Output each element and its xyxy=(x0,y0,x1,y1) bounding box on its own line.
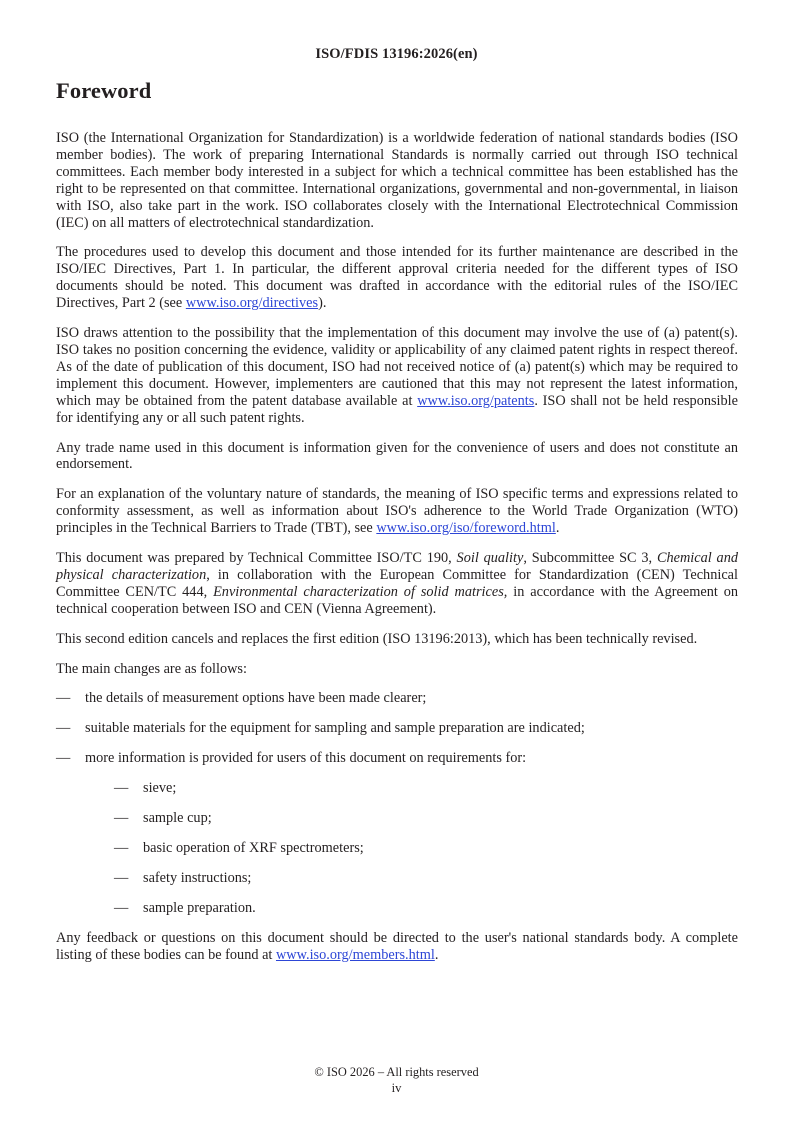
list-item xyxy=(114,810,738,827)
running-header: ISO/FDIS 13196:2026(en) xyxy=(315,46,478,62)
dash-marker-icon: — xyxy=(114,840,129,856)
list-item xyxy=(114,780,738,797)
committee-title-soil-quality: Soil quality xyxy=(456,550,524,567)
paragraph-main-changes-intro: The main changes are as follows: xyxy=(56,660,247,677)
paragraph-patents xyxy=(56,325,738,426)
committee-title-environmental: Environmental characterization of solid matrices, xyxy=(213,583,508,600)
paragraph-procedures-text-after: ). xyxy=(318,295,327,312)
paragraph-voluntary-text-after: . xyxy=(555,520,560,537)
dash-marker-icon: — xyxy=(114,780,129,797)
list-item-label: sample cup; xyxy=(143,810,212,827)
committee-segment-3: , in collaboration with the European Committee for Standardization (CEN) Technical Committee CEN/TC 444, xyxy=(56,566,738,600)
list-item xyxy=(56,690,738,707)
paragraph-iso-federation: ISO (the International Organization for Standardization) is a worldwide federation of national standards bodies (ISO member bodies). The work of preparing International Standards is normally carried out through ISO technical committees. Each member body interested in a subject for which a technical committee has been established has the right to be represented on that committee. International organizations, governmental and non-governmental, in liaison with ISO, also take part in the work. ISO collaborates closely with the International Electrotechnical Commission (IEC) on all matters of electrotechnical standardization. xyxy=(56,130,738,231)
paragraph-voluntary-text-before: For an explanation of the voluntary nature of standards, the meaning of ISO specific terms and expressions related to conformity assessment, as well as information about ISO's adherence to the World Trade Organization (WTO) principles in the Technical Barriers to Trade (TBT), see xyxy=(56,486,738,537)
link-iso-directives[interactable]: www.iso.org/directives xyxy=(185,295,319,312)
committee-title-chemical-physical: Chemical and physical characterization xyxy=(56,550,738,583)
paragraph-feedback xyxy=(56,930,738,964)
dash-marker-icon: — xyxy=(114,899,129,916)
page-title: Foreword xyxy=(56,78,152,103)
list-item-label: sample preparation. xyxy=(143,899,256,916)
footer-copyright: © ISO 2026 – All rights reserved xyxy=(314,1065,479,1079)
list-item xyxy=(114,900,738,917)
paragraph-committee xyxy=(56,550,738,618)
paragraph-voluntary-nature xyxy=(56,486,738,537)
list-item xyxy=(56,720,738,737)
paragraph-second-edition: This second edition cancels and replaces the first edition (ISO 13196:2013), which has been technically revised. xyxy=(56,630,698,647)
list-item-label: sieve; xyxy=(143,780,177,797)
list-item xyxy=(56,750,738,916)
list-item-label: basic operation of XRF spectrometers; xyxy=(143,840,364,856)
list-item-label: safety instructions; xyxy=(143,869,252,886)
committee-segment-1: This document was prepared by Technical Committee ISO/TC 190, xyxy=(56,550,457,567)
list-item xyxy=(114,840,738,857)
changes-list xyxy=(56,690,738,916)
link-iso-foreword[interactable]: www.iso.org/iso/foreword.html xyxy=(376,520,556,537)
paragraph-feedback-text-after: . xyxy=(434,946,439,963)
committee-segment-4: in accordance with the Agreement on technical cooperation between ISO and CEN (Vienna Agreement). xyxy=(56,583,739,617)
page-number: iv xyxy=(391,1081,402,1095)
paragraph-trade-name: Any trade name used in this document is information given for the convenience of users and does not constitute an endorsement. xyxy=(56,439,738,473)
paragraph-procedures-text-before: The procedures used to develop this document and those intended for its further maintenance are described in the ISO/IEC Directives, Part 1. In particular, the different approval criteria needed for the different types of ISO documents should be noted. This document was drafted in accordance with the editorial rules of the ISO/IEC Directives, Part 2 (see xyxy=(56,244,738,312)
paragraph-patents-text-after: . ISO shall not be held responsible for identifying any or all such patent rights. xyxy=(56,392,738,426)
committee-segment-2: , Subcommittee SC 3, xyxy=(523,550,657,567)
list-item-label: more information is provided for users of this document on requirements for: xyxy=(85,750,527,767)
paragraph-patents-text-before: ISO draws attention to the possibility that the implementation of this document may involve the use of (a) patent(s). ISO takes no position concerning the evidence, validity or applicability of any claimed patent rights in respect thereof. As of the date of publication of this document, ISO had not received notice of (a) patent(s) which may be required to implement this document. However, implementers are cautioned that this may not represent the latest information, which may be obtained from the patent database available at xyxy=(56,325,738,409)
paragraph-procedures xyxy=(56,244,738,312)
dash-marker-icon: — xyxy=(114,869,129,886)
list-item xyxy=(114,870,738,887)
paragraph-feedback-text-before: Any feedback or questions on this document should be directed to the user's national standards body. A complete listing of these bodies can be found at xyxy=(56,929,738,963)
link-iso-members[interactable]: www.iso.org/members.html xyxy=(275,946,435,963)
list-item-label: the details of measurement options have been made clearer; xyxy=(85,690,427,707)
link-iso-patents[interactable]: www.iso.org/patents xyxy=(417,392,535,409)
page-content xyxy=(56,78,738,977)
changes-sublist xyxy=(85,780,738,917)
dash-marker-icon: — xyxy=(56,690,71,707)
list-item-label: suitable materials for the equipment for sampling and sample preparation are indicated; xyxy=(85,720,585,737)
dash-marker-icon: — xyxy=(56,720,71,737)
dash-marker-icon: — xyxy=(56,750,71,767)
dash-marker-icon: — xyxy=(114,810,129,827)
